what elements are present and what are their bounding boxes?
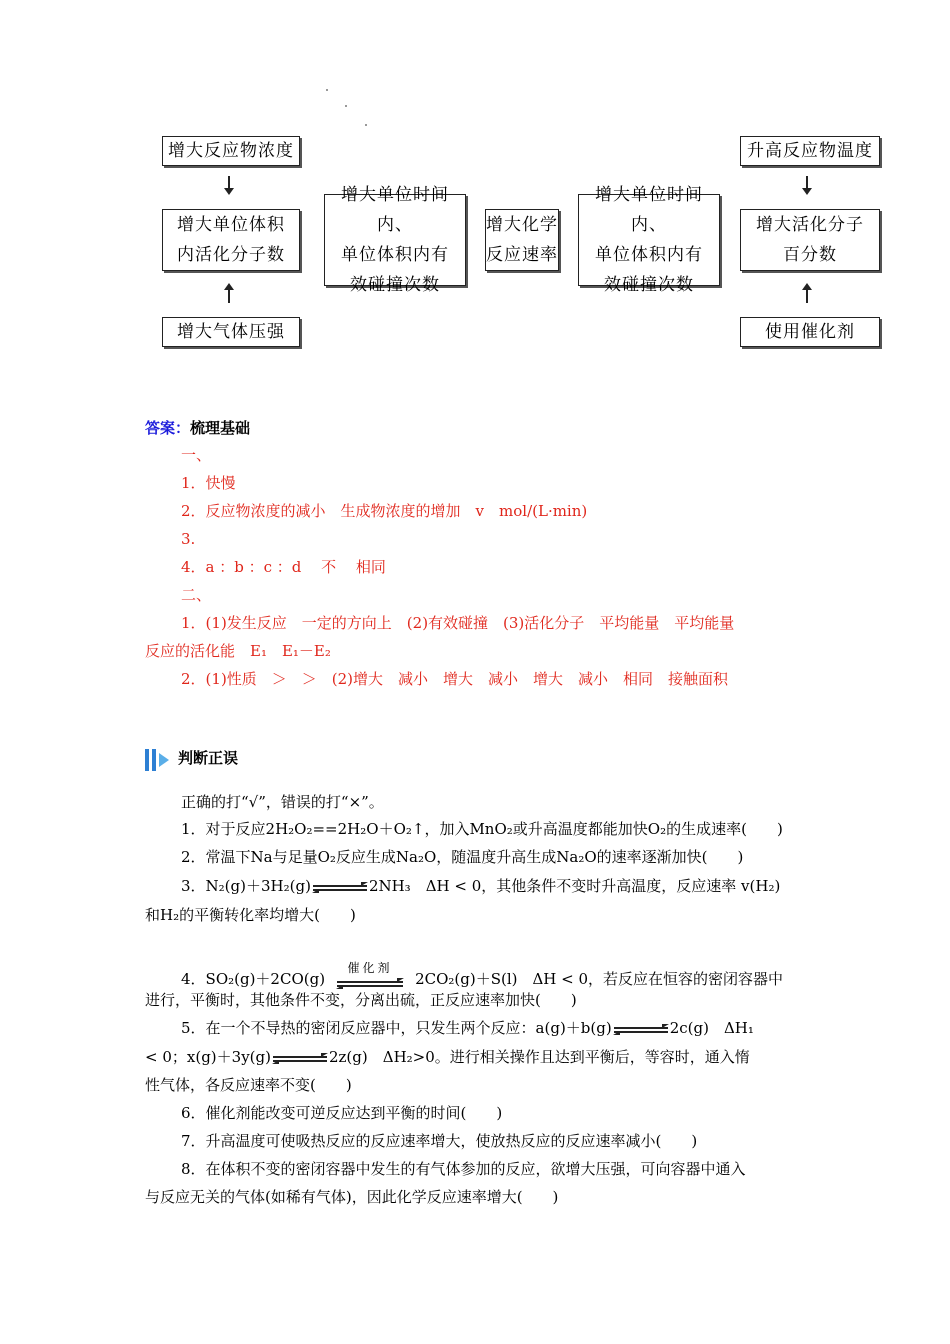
equilibrium-arrow-icon: [614, 1024, 668, 1034]
section-marker-icon: [145, 749, 171, 771]
box-raise-reactant-temperature: 升高反应物温度: [740, 136, 880, 166]
question-5-pre: 5．在一个不导热的密闭反应器中，只发生两个反应：a(g)＋b(g): [181, 1019, 612, 1037]
question-3-post: 2NH₃ ΔH < 0，其他条件不变时升高温度，反应速率 v(H₂): [368, 877, 781, 895]
question-8-line2: 与反应无关的气体(如稀有气体)，因此化学反应速率增大( ): [145, 1188, 559, 1206]
catalyst-label: 催化剂: [347, 961, 393, 975]
question-1: 1．对于反应2H₂O₂==2H₂O＋O₂↑，加入MnO₂或升高温度都能加快O₂的生成速率( ): [181, 820, 783, 838]
question-4-line2: 进行，平衡时，其他条件不变，分离出硫，正反应速率加快( ): [145, 991, 577, 1009]
box-effective-collisions-left: 增大单位时间内、 单位体积内有 效碰撞次数: [324, 194, 466, 286]
answer-1: 1．快慢: [181, 474, 236, 492]
box-activated-molecule-percentage: 增大活化分子 百分数: [740, 209, 880, 271]
box-use-catalyst: 使用催化剂: [740, 317, 880, 347]
box-increase-reaction-rate: 增大化学 反应速率: [485, 209, 559, 271]
question-7: 7．升高温度可使吸热反应的反应速率增大，使放热反应的反应速率减小( ): [181, 1132, 698, 1150]
box-activated-molecules-per-volume: 增大单位体积 内活化分子数: [162, 209, 300, 271]
question-3-line1: [181, 876, 780, 896]
question-3-line2: 和H₂的平衡转化率均增大( ): [145, 906, 356, 924]
answer-b2: 2．(1)性质 ＞ ＞ (2)增大 减小 增大 减小 增大 减小 相同 接触面积: [181, 670, 729, 688]
answer-3: 3.: [181, 530, 196, 548]
arrow-down-icon: [801, 176, 813, 196]
scan-dot: [326, 89, 328, 91]
catalyst-equilibrium-arrow: [331, 962, 409, 990]
question-3-pre: 3．N₂(g)＋3H₂(g): [181, 877, 311, 895]
answer-section-one: 一、: [181, 446, 212, 464]
question-4-line1: [181, 962, 783, 990]
box-effective-collisions-right: 增大单位时间内、 单位体积内有 效碰撞次数: [578, 194, 720, 286]
equilibrium-arrow-icon: [337, 978, 403, 988]
question-4-pre: 4．SO₂(g)＋2CO(g): [181, 970, 326, 988]
answers-heading: [145, 418, 250, 438]
arrow-up-icon: [801, 283, 813, 303]
answer-section-two: 二、: [181, 586, 212, 604]
answer-2: 2．反应物浓度的减小 生成物浓度的增加 v mol/(L·min): [181, 502, 588, 520]
question-5-post: 2c(g) ΔH₁: [669, 1019, 754, 1037]
scan-dot: [345, 105, 347, 107]
question-4-post: 2CO₂(g)＋S(l) ΔH < 0，若反应在恒容的密闭容器中: [415, 970, 784, 988]
question-2: 2．常温下Na与足量O₂反应生成Na₂O，随温度升高生成Na₂O的速率逐渐加快( ): [181, 848, 744, 866]
equilibrium-arrow-icon: [313, 882, 367, 892]
answer-b1-line1: 1．(1)发生反应 一定的方向上 (2)有效碰撞 (3)活化分子 平均能量 平均能量: [181, 614, 735, 632]
answer-4: 4．a ：b ：c ：d 不 相同: [181, 558, 386, 576]
answers-heading-text: 梳理基础: [190, 419, 251, 437]
question-5b-post: 2z(g) ΔH₂>0。进行相关操作且达到平衡后，等容时，通入惰: [328, 1048, 750, 1066]
box-increase-reactant-concentration: 增大反应物浓度: [162, 136, 300, 166]
question-6: 6．催化剂能改变可逆反应达到平衡的时间( ): [181, 1104, 503, 1122]
question-5-line1: [181, 1018, 754, 1038]
equilibrium-arrow-icon: [273, 1053, 327, 1063]
judge-title: 判断正误: [178, 749, 239, 767]
arrow-down-icon: [223, 176, 235, 196]
judge-intro: 正确的打“√”，错误的打“×”。: [181, 793, 384, 811]
question-5-line3: 性气体，各反应速率不变( ): [145, 1076, 352, 1094]
question-5b-pre: < 0；x(g)＋3y(g): [145, 1048, 271, 1066]
question-5-line2: [145, 1047, 750, 1067]
answer-b1-line2: 反应的活化能 E₁ E₁－E₂: [145, 642, 331, 660]
arrow-up-icon: [223, 283, 235, 303]
scan-dot: [365, 124, 367, 126]
question-8-line1: 8．在体积不变的密闭容器中发生的有气体参加的反应，欲增大压强，可向容器中通入: [181, 1160, 746, 1178]
box-increase-gas-pressure: 增大气体压强: [162, 317, 300, 347]
answers-label: 答案：: [145, 419, 191, 437]
